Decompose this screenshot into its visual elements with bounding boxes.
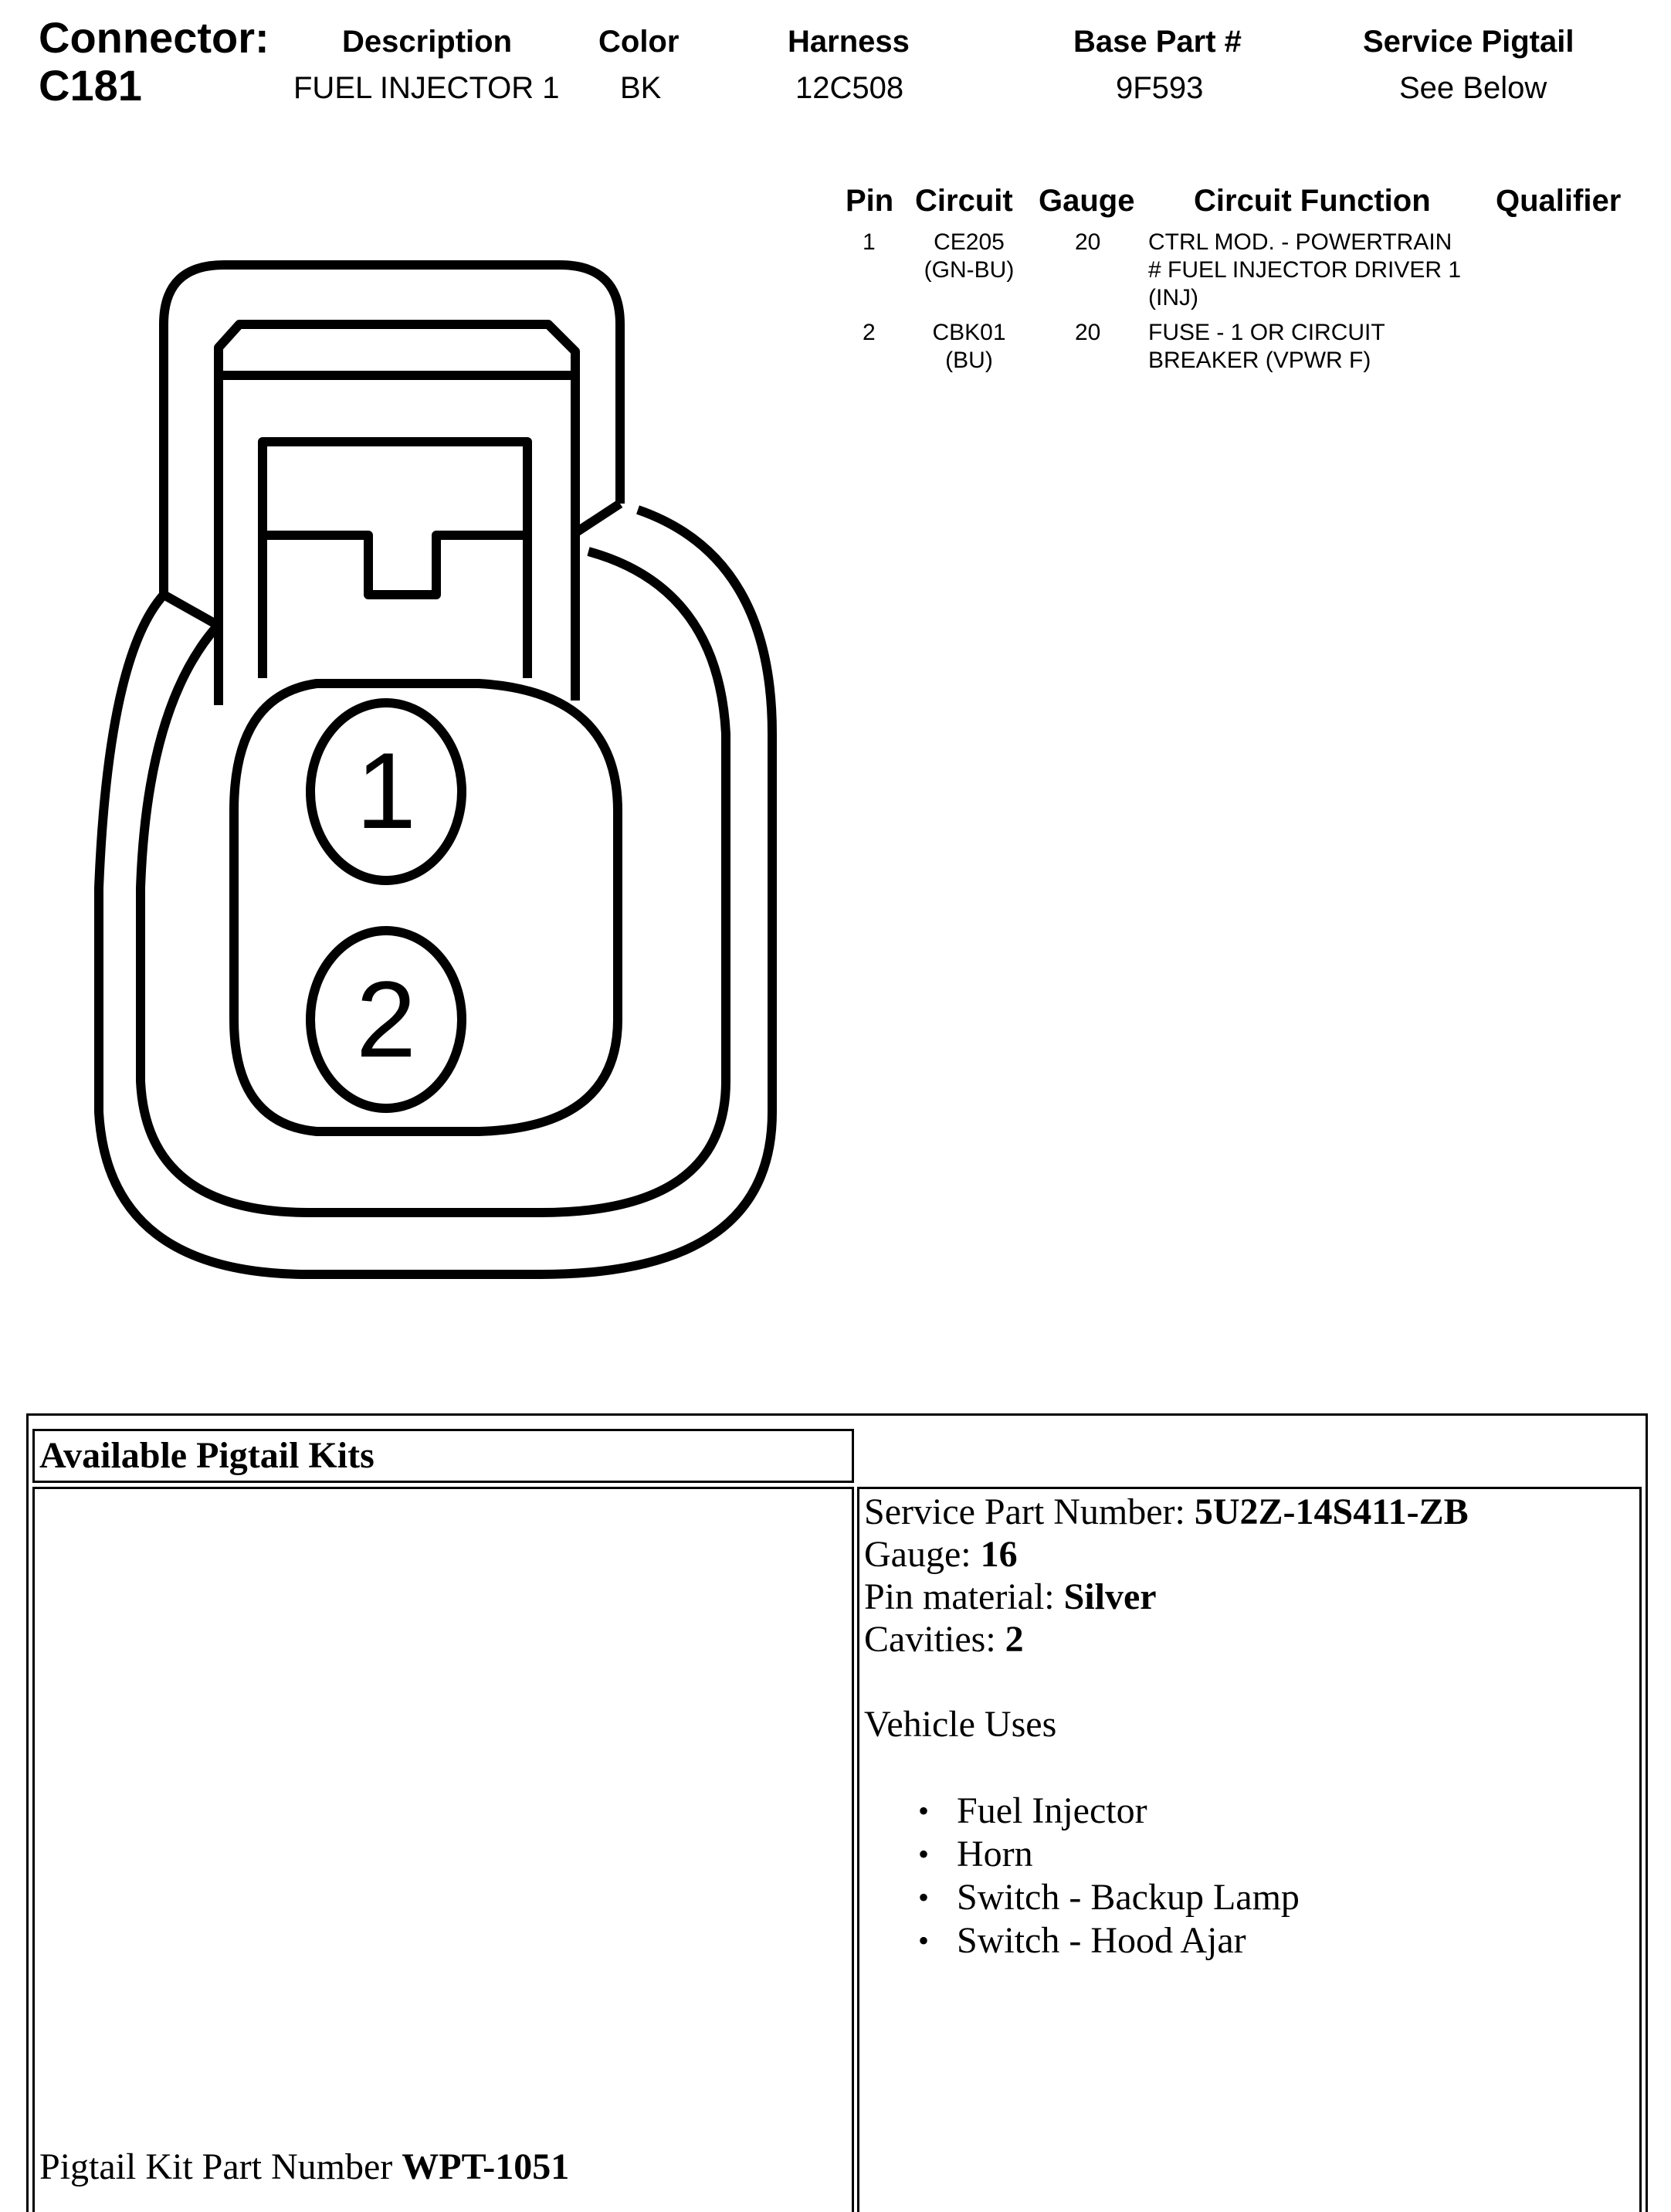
table-row-2-pin: 2 (863, 320, 876, 345)
kit-label: Pigtail Kit Part Number (39, 2146, 402, 2187)
function-line: # FUEL INJECTOR DRIVER 1 (1148, 257, 1462, 283)
pin-cavity (234, 684, 618, 1131)
table-row-1-pin: 1 (863, 229, 876, 255)
kit-number: WPT-1051 (402, 2146, 570, 2187)
pin-material-value: Silver (1063, 1576, 1157, 1617)
pigtail-kit-part-number (39, 2146, 569, 2188)
table-row-1-gauge: 20 (1075, 229, 1101, 255)
circuit-code: CE205 (934, 229, 1005, 255)
harness-label: Harness (788, 25, 910, 59)
list-item: • Switch - Backup Lamp (918, 1876, 1300, 1919)
table-row-1-function (1148, 229, 1461, 312)
gauge-line (864, 1533, 1018, 1576)
circuit-color: (GN-BU) (924, 257, 1015, 283)
vehicle-uses-heading: Vehicle Uses (864, 1704, 1057, 1745)
base-part-label: Base Part # (1073, 25, 1242, 59)
pin-1-label: 1 (356, 730, 416, 851)
body-outer-shell (99, 510, 772, 1274)
latch-outer (164, 265, 620, 595)
function-line: (INJ) (1148, 285, 1198, 310)
list-item: • Fuel Injector (918, 1790, 1300, 1833)
circuit-code: CBK01 (932, 320, 1006, 345)
color-label: Color (598, 25, 680, 59)
function-line: CTRL MOD. - POWERTRAIN (1148, 229, 1452, 255)
latch-joint-right (575, 504, 620, 533)
connector-label: Connector: (39, 13, 269, 62)
connector-face-diagram (0, 0, 849, 1313)
gauge-label: Gauge: (864, 1534, 981, 1575)
service-part-value: 5U2Z-14S411-ZB (1194, 1491, 1469, 1532)
service-part-label: Service Part Number: (864, 1491, 1195, 1532)
table-row-1-circuit (911, 229, 1027, 284)
cavities-value: 2 (1005, 1619, 1024, 1660)
function-line: BREAKER (VPWR F) (1148, 348, 1371, 373)
tab-outline (263, 442, 527, 678)
description-label: Description (342, 25, 513, 59)
harness-value: 12C508 (795, 71, 904, 105)
pin-material-line (864, 1576, 1157, 1618)
body-inner-shell (141, 551, 726, 1213)
list-item: • Switch - Hood Ajar (918, 1919, 1300, 1963)
pigtail-title: Available Pigtail Kits (39, 1435, 375, 1476)
service-part-number (864, 1491, 1469, 1533)
circuit-function-header: Circuit Function (1194, 184, 1431, 218)
latch-joint-left (164, 595, 219, 626)
pigtail-title-cell (32, 1429, 854, 1483)
pin-header: Pin (846, 184, 894, 218)
description-value: FUEL INJECTOR 1 (293, 71, 560, 105)
list-item: • Horn (918, 1833, 1300, 1876)
pin-material-label: Pin material: (864, 1576, 1064, 1617)
base-part-value: 9F593 (1116, 71, 1204, 105)
gauge-header: Gauge (1039, 184, 1135, 218)
color-value: BK (620, 71, 662, 105)
vehicle-uses-list (918, 1790, 1300, 1963)
table-row-2-gauge: 20 (1075, 320, 1101, 345)
table-row-2-circuit (911, 319, 1027, 375)
qualifier-header: Qualifier (1496, 184, 1622, 218)
circuit-color: (BU) (945, 348, 993, 373)
circuit-header: Circuit (915, 184, 1013, 218)
pigtail-details-cell (857, 1487, 1642, 2212)
connector-id: C181 (39, 61, 142, 110)
cavities-label: Cavities: (864, 1619, 1005, 1660)
service-pigtail-label: Service Pigtail (1363, 25, 1574, 59)
cavities-line (864, 1618, 1024, 1661)
gauge-value: 16 (980, 1534, 1018, 1575)
pin-2-label: 2 (356, 958, 416, 1080)
service-pigtail-value: See Below (1399, 71, 1547, 105)
table-row-2-function (1148, 319, 1385, 375)
pigtail-image-cell (32, 1487, 854, 2212)
latch-inner (219, 324, 575, 705)
function-line: FUSE - 1 OR CIRCUIT (1148, 320, 1385, 345)
tab-notch (263, 535, 527, 595)
